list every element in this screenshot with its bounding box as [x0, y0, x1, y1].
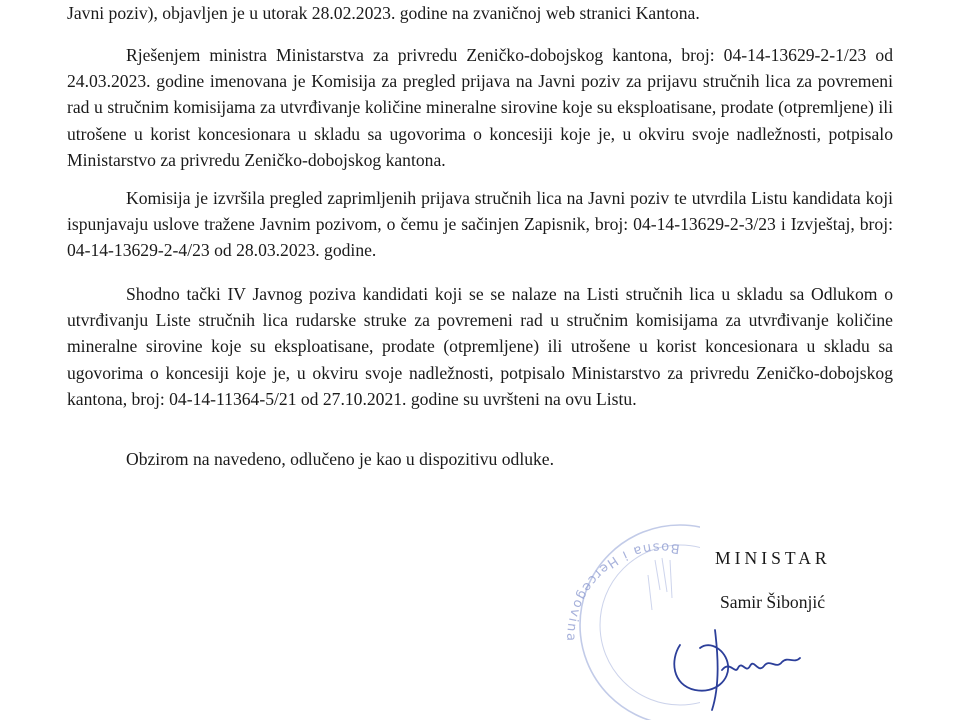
stamp-ring-text: Bosna i Hercegovina	[563, 539, 681, 644]
paragraph-intro-tail: Javni poziv), objavljen je u utorak 28.02.2023. godine na zvaničnoj web stranici Kantona.	[67, 3, 700, 23]
paragraph-commission: Rješenjem ministra Ministarstva za privredu Zeničko-dobojskog kantona, broj: 04-14-13629-2-1/23 od 24.03.2023. godine imenovana je Komisija za pregled prijava na Javni poziv za prijavu stručnih lica za povremeni rad u stručnim komisijama za utvrđivanje količine mineralne sirovine koje su eksploatisane, prodate (otpremljene) ili utrošene u korist koncesionara u skladu sa ugovorima o koncesiji koje je, u okviru svoje nadležnosti, potpisalo Ministarstvo za privredu Zeničko-dobojskog kantona.	[67, 45, 893, 170]
paragraph-review: Komisija je izvršila pregled zaprimljenih prijava stručnih lica na Javni poziv te utvrdila Listu kandidata koji ispunjavaju uslove tražene Javnim pozivom, o čemu je sačinjen Zapisnik, broj: 04-14-13629-2-3/23 i Izvještaj, broj: 04-14-13629-2-4/23 od 28.03.2023. godine.	[67, 188, 893, 261]
handwritten-signature	[660, 600, 810, 720]
signatory-name: Samir Šibonjić	[720, 592, 826, 612]
paragraph-conclusion: Obzirom na navedeno, odlučeno je kao u dispozitivu odluke.	[126, 449, 555, 469]
paragraph-list: Shodno tački IV Javnog poziva kandidati koji se se nalaze na Listi stručnih lica u skladu sa Odlukom o utvrđivanju Liste stručnih lica rudarske struke za povremeni rad u stručnim komisijama za utvrđivanje količine mineralne sirovine koje su eksploatisane, prodate (otpremljene) ili utrošene u korist koncesionara u skladu sa ugovorima o koncesiji koje je, u okviru svoje nadležnosti, potpisalo Ministarstvo za privredu Zeničko-dobojskog kantona, broj: 04-14-11364-5/21 od 27.10.2021. godine su uvršteni na ovu Listu.	[67, 284, 893, 409]
signature-title: MINISTAR	[715, 548, 831, 568]
